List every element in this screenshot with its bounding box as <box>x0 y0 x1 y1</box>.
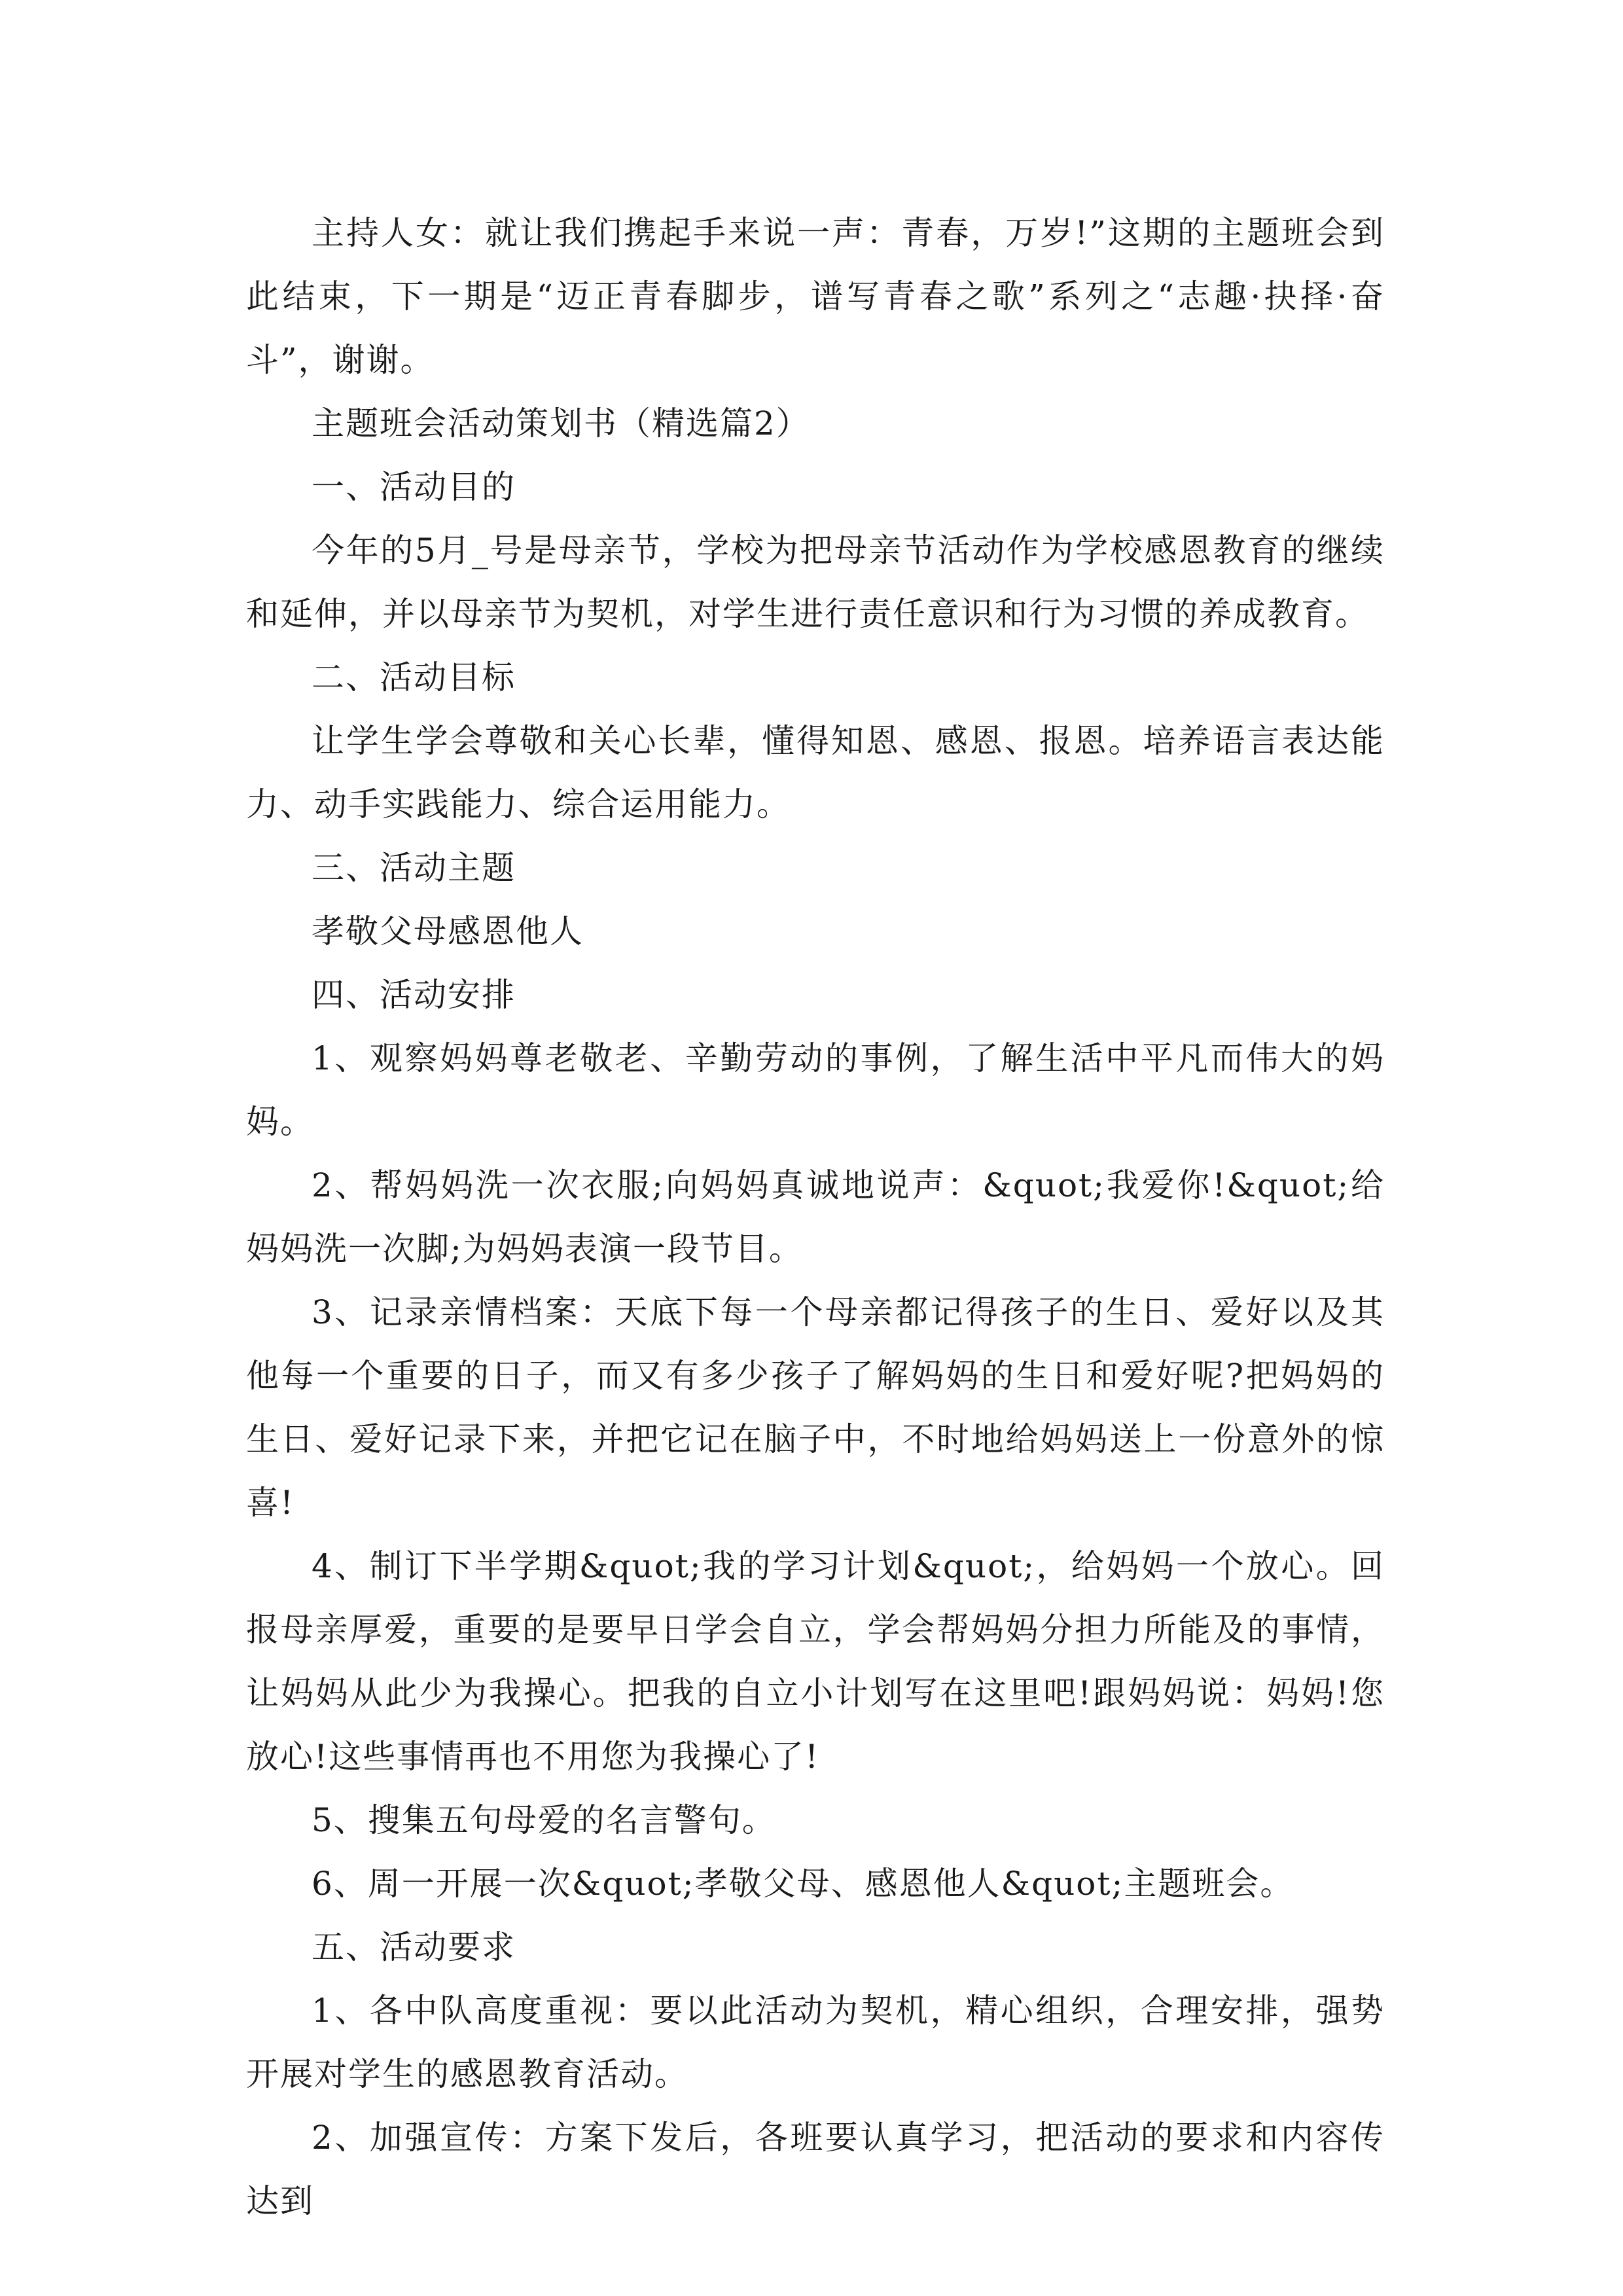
list-item-arrangement-2: 2、帮妈妈洗一次衣服;向妈妈真诚地说声：&quot;我爱你!&quot;给妈妈洗一次脚;为妈妈表演一段节目。 <box>246 1166 1385 1268</box>
list-item-arrangement-1: 1、观察妈妈尊老敬老、辛勤劳动的事例，了解生活中平凡而伟大的妈妈。 <box>246 1039 1385 1141</box>
paragraph-host-closing: 主持人女：就让我们携起手来说一声：青春，万岁!”这期的主题班会到此结束，下一期是“迈正青春脚步，谱写青春之歌”系列之“志趣·抉择·奋斗”，谢谢。 <box>246 214 1385 379</box>
list-item-requirement-2: 2、加强宣传：方案下发后，各班要认真学习，把活动的要求和内容传达到 <box>246 2119 1385 2220</box>
list-item-arrangement-3: 3、记录亲情档案：天底下每一个母亲都记得孩子的生日、爱好以及其他每一个重要的日子，而又有多少孩子了解妈妈的生日和爱好呢?把妈妈的生日、爱好记录下来，并把它记在脑子中，不时地给妈妈送上一份意外的惊喜! <box>246 1293 1385 1522</box>
heading-activity-goals: 二、活动目标 <box>312 658 516 696</box>
list-item-arrangement-4: 4、制订下半学期&quot;我的学习计划&quot;，给妈妈一个放心。回报母亲厚爱，重要的是要早日学会自立，学会帮妈妈分担力所能及的事情，让妈妈从此少为我操心。把我的自立小计划写在这里吧!跟妈妈说：妈妈!您放心!这些事情再也不用您为我操心了! <box>246 1547 1385 1776</box>
list-item-arrangement-5: 5、搜集五句母爱的名言警句。 <box>312 1801 776 1839</box>
list-item-arrangement-6: 6、周一开展一次&quot;孝敬父母、感恩他人&quot;主题班会。 <box>312 1865 1294 1903</box>
section-title-plan-2: 主题班会活动策划书（精选篇2） <box>312 404 810 442</box>
heading-activity-theme: 三、活动主题 <box>312 849 516 887</box>
heading-activity-purpose: 一、活动目的 <box>312 468 516 506</box>
heading-activity-requirements: 五、活动要求 <box>312 1928 516 1966</box>
paragraph-activity-purpose: 今年的5月_号是母亲节，学校为把母亲节活动作为学校感恩教育的继续和延伸，并以母亲节为契机，对学生进行责任意识和行为习惯的养成教育。 <box>246 531 1385 633</box>
paragraph-activity-goals: 让学生学会尊敬和关心长辈，懂得知恩、感恩、报恩。培养语言表达能力、动手实践能力、综合运用能力。 <box>246 722 1385 823</box>
heading-activity-arrangement: 四、活动安排 <box>312 976 516 1014</box>
list-item-requirement-1: 1、各中队高度重视：要以此活动为契机，精心组织，合理安排，强势开展对学生的感恩教育活动。 <box>246 1992 1385 2093</box>
paragraph-activity-theme: 孝敬父母感恩他人 <box>312 912 584 950</box>
document-body <box>246 202 1385 2233</box>
